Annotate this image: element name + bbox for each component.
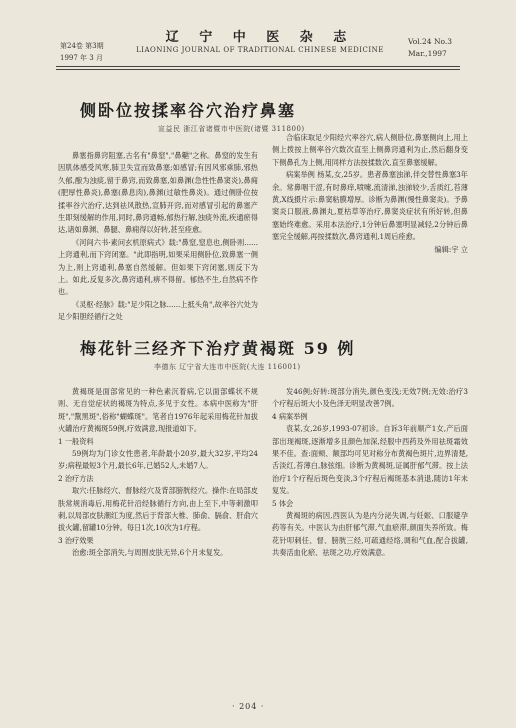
article1-left-paragraph: 《河间六书·素问玄机原病式》载:"鼻窒,窒息也,侧卧则......上窍通利,而下窍闭塞。"此即指明,如果采用侧卧位,致鼻塞一侧为上,则上窍通利,鼻塞自然缓解。但如果下窍闭塞,则反下为上。如此,反复多次,鼻窍通利,痹不得留。郁热不生,自然病不作也。	[58, 237, 258, 297]
journal-masthead	[130, 26, 390, 54]
article2-paragraph: 袁某,女,26岁,1993-07初诊。自诉3年前顺产1女,产后面部出现褐斑,逐渐增多且颜色加深,经服中西药及外用祛斑霜效果不佳。查:面颊、额部均可见对称分布黄褐色斑片,边界清楚,舌淡红,苔薄白,脉弦细。诊断为黄褐斑,证属肝郁气滞。按上法治疗1个疗程后斑色变淡,3个疗程后褐斑基本消退,随访1年未复发。	[272, 424, 468, 496]
article2-section-heading: 1 一般资料	[58, 436, 94, 446]
issue-number-left: 第24卷 第3期	[60, 42, 104, 50]
article2-paragraph: 发46例;好转:斑部分消失,颜色变浅;无效7例;无效:治疗3个疗程后斑大小及色泽无明显改善7例。	[272, 387, 468, 409]
article2-left-column	[58, 386, 258, 560]
article1-author: 宣益民 浙江省诸暨市中医院(诸暨 311800)	[158, 125, 305, 133]
article2-paragraph: 取穴:任脉经穴、督脉经穴及背部膀胱经穴。操作:在局部皮肤常规消毒后,用梅花针沿经脉循行方向,由上至下,中等刺激叩刺,以局部皮肤潮红为度,然后于背部大椎、肺俞、膈俞、肝俞穴拔火罐,留罐10分钟。每日1次,10次为1疗程。	[58, 486, 258, 533]
issue-date-left: 1997 年 3 月	[60, 54, 103, 62]
article1-left-paragraph: 《灵枢·经脉》载:"足少阳之脉......上抵头角",故率谷穴处为足少阳胆经循行之处	[58, 299, 258, 322]
article2-title: 梅花针三经齐下治疗黄褐斑 59 例	[80, 339, 356, 358]
article2-right-column	[272, 386, 468, 560]
article2-paragraph: 59例均为门诊女性患者,年龄最小20岁,最大32岁,平均24岁;病程最短3个月,最长6年,已婚52人,未婚7人。	[58, 449, 258, 471]
header-rule-bottom	[56, 69, 460, 70]
issue-date-right: Mar.,1997	[408, 49, 447, 58]
volume-number-right: Vol.24 No.3	[408, 37, 453, 46]
article2-section-heading: 5 体会	[272, 498, 294, 508]
article2-section-heading: 2 治疗方法	[58, 473, 94, 483]
page-number: · 204 ·	[232, 702, 265, 711]
article1-title: 侧卧位按揉率谷穴治疗鼻塞	[80, 101, 297, 120]
article2-section-heading: 4 病案举例	[272, 411, 308, 421]
article1-left-paragraph: 鼻塞指鼻窍阻塞,古名有"鼻窒","鼻齆"之称。鼻窒的发生有因肌体感受风寒,肺卫失宣而致鼻塞;如感冒;有因风邪乘肺,邪热久郁,酿为浊痰,留于鼻窍,而致鼻塞,如鼻渊(急性性鼻窦炎),鼻痈(肥厚性鼻炎),鼻塞(鼻息肉),鼻渊(过敏性鼻炎)。通过侧卧位按揉率谷穴治疗,达到祛风散热,宣肺开窍,而对感冒引起的鼻塞产生即刻缓解的作用,同时,鼻窍通畅,郁热行解,浊痰外流,疾通瘀得达,诸如鼻渊、鼻腿、鼻痈得以好转,甚至痊愈。	[58, 151, 258, 235]
journal-title-cn: 辽 宁 中 医 杂 志	[165, 30, 355, 45]
article1-right-paragraph: 病案举例 杨某,女,25岁。患者鼻塞浊涕,伴交替性鼻塞3年余。常鼻咽干涩,有时鼻痒,喷嚏,流清涕,浊涕较少,舌质红,苔薄黄,X线摄片示:鼻窦粘膜增厚。诊断为鼻渊(慢性鼻窦炎)。予鼻窦炎口服液,鼻渊丸,夏枯草等治疗,鼻窦炎症状有所好转,但鼻塞始终难愈。采用本法治疗,1分钟后鼻塞明显减轻,2分钟后鼻塞完全缓解,再按揉数次,鼻窍通利,1周后痊愈。	[272, 170, 468, 242]
article2-paragraph: 治愈:斑全部消失,与周围皮肤无异,6个月未复发。	[72, 548, 228, 558]
article1-editor-note: 编辑:宇 立	[434, 244, 468, 254]
article1-right-column	[272, 132, 468, 256]
article2-author: 李德东 辽宁省大连市中医院(大连 116001)	[154, 363, 301, 371]
journal-title-en: LIAONING JOURNAL OF TRADITIONAL CHINESE MEDICINE	[136, 46, 384, 54]
article2-paragraph: 黄褐斑是面部常见的一种色素沉着病,它以面部蝶状不规则、无自觉症状的褐斑为特点,多见于女性。本病中医称为"肝斑","黧黑斑",俗称"蝴蝶斑"。笔者自1976年起采用梅花针加拔火罐治疗黄褐斑59例,疗效满意,现报道如下。	[58, 387, 258, 434]
article1-right-paragraph: 合临床取足少阳经穴率谷穴,病人侧卧位,鼻塞侧向上,用上侧上拨按上侧率谷穴数次直至上侧鼻窍通利为止,然后翻身变下侧鼻孔为上侧,用同样方法按揉数次,直至鼻塞缓解。	[272, 133, 468, 167]
header-rule-top	[56, 66, 460, 67]
header-issue-left	[60, 40, 104, 64]
article2-paragraph: 黄褐斑的病因,西医认为是内分泌失调,与妊娠、口服避孕药等有关。中医认为由肝郁气滞,气血瘀滞,颜面失养所致。梅花针叩刺任、督、膀胱三经,可疏通经络,调和气血,配合拔罐,共奏活血化瘀、祛斑之功,疗效满意。	[272, 511, 468, 558]
article2-section-heading: 3 治疗效果	[58, 535, 94, 545]
header-issue-right	[408, 36, 452, 60]
article1-left-column	[58, 150, 258, 324]
